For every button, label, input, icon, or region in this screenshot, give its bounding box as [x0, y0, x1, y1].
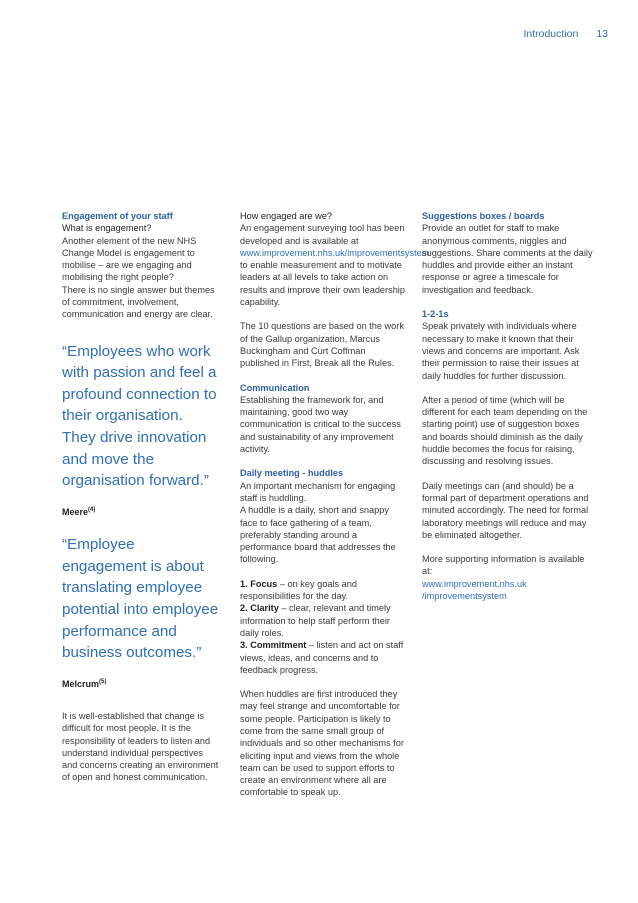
section-heading-how-engaged: How engaged are we?	[240, 211, 332, 221]
paragraph: Provide an outlet for staff to make anonymous comments, niggles and suggestions. Share comments at the daily huddles and provide either an instant response or agree a timescale for investigation and feedback.	[422, 223, 593, 295]
list-item: 3. Commitment – listen and act on staff views, ideas, and concerns and to feedback progress.	[240, 640, 404, 675]
paragraph: Speak privately with individuals where necessary to make it known that their views and concerns are important. Ask their permission to raise their issues at daily huddles for further discussion.	[422, 321, 580, 381]
quote-attribution: Meere$^{(4)}$	[62, 506, 96, 517]
paragraph: When huddles are first introduced they may feel strange and uncomfortable for some people. Participation is likely to come from the same small group of individuals and so other mechanisms for eliciting input and views from the whole team can be used to support efforts to create an environment where all are comfortable to speak up.	[240, 689, 404, 798]
paragraph: After a period of time (which will be different for each team depending on the starting point) use of suggestion boxes and boards should diminish as the daily huddle becomes the focus for raising, discussing and resolving issues.	[422, 394, 588, 467]
paragraph: It is well-established that change is difficult for most people. It is the responsibility of leaders to listen and understand individual perspectives and concerns creating an environment of open and honest communication.	[62, 710, 219, 783]
section-title: Introduction	[523, 28, 579, 40]
paragraph: More supporting information is available at:	[422, 554, 585, 577]
pull-quote: “Employee engagement is about translating employee potential into employee performance and business outcomes.”	[62, 536, 219, 662]
column-middle	[240, 210, 430, 799]
page-number: 13	[596, 28, 608, 40]
improvement-site-link[interactable]: www.improvement.nhs.uk	[422, 578, 527, 589]
paragraph: An engagement surveying tool has been developed and is available at www.improvement.nhs.uk/improvementsystem to enable measurement and to motivate leaders at all levels to take action on results and improve their own leadership capability.	[240, 223, 430, 308]
paragraph: Another element of the new NHS Change Model is engagement to mobilise – are we engaging and mobilising the right people?	[62, 235, 197, 283]
section-heading-daily-meeting: Daily meeting - huddles	[240, 468, 344, 479]
subheading-what-is-engagement: What is engagement?	[62, 223, 152, 234]
paragraph: An important mechanism for engaging staff is huddling.	[240, 480, 396, 503]
quote-attribution: Melcrum$^{(5)}$	[62, 678, 107, 689]
pull-quote: “Employees who work with passion and feel a profound connection to their organisation. They drive innovation and move the organisation forward.”	[62, 342, 217, 490]
paragraph: There is no single answer but themes of commitment, involvement, communication and energy are clear.	[62, 284, 215, 320]
paragraph: The 10 questions are based on the work of the Gallup organization, Marcus Buckingham and Curt Coffman published in First, Break all the Rules.	[240, 321, 404, 369]
section-heading-communication: Communication	[240, 382, 310, 393]
column-left	[62, 210, 220, 784]
improvement-system-path-link[interactable]: /improvementsystem	[422, 591, 507, 602]
page-header	[523, 28, 608, 40]
paragraph: Daily meetings can (and should) be a formal part of department operations and minuted accordingly. The need for formal laboratory meetings will reduce and may be eliminated altogether.	[422, 480, 589, 540]
list-item: 1. Focus – on key goals and responsibilities for the day.	[240, 578, 357, 602]
section-heading-suggestions: Suggestions boxes / boards	[422, 211, 545, 221]
section-heading-engagement: Engagement of your staff	[62, 211, 173, 221]
section-heading-121s: 1-2-1s	[422, 309, 449, 320]
paragraph: A huddle is a daily, short and snappy face to face gathering of a team, preferably standing around a performance board that addresses the following.	[240, 505, 396, 565]
list-item: 2. Clarity – clear, relevant and timely information to help staff perform their daily roles.	[240, 603, 391, 638]
paragraph: Establishing the framework for, and maintaining, good two way communication is critical to the success and sustainability of any improvement activity.	[240, 394, 401, 455]
column-right	[422, 210, 594, 602]
improvement-system-link[interactable]: www.improvement.nhs.uk/improvementsystem	[240, 247, 430, 258]
